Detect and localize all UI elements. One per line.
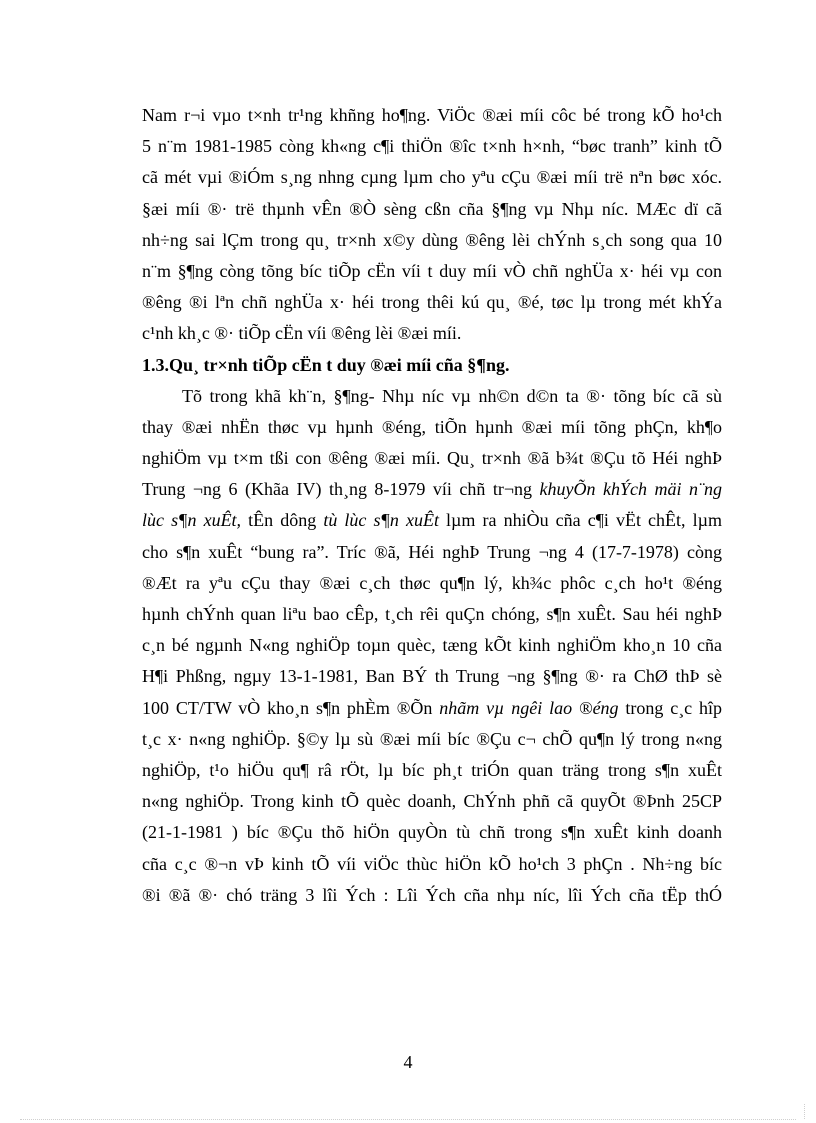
text-segment: tÊn dông [241, 510, 324, 531]
text-line: t¸c x· n«ng nghiÖp. §©y lµ sù ®æi míi bíc ®Çu c¬ chÕ qu¶n lý trong n«ng [142, 728, 722, 749]
text-line: cho s¶n xuÊt “bung ra”. Tríc ®ã, Héi nghÞ Trung ¬ng 4 (17-7-1978) còng [142, 541, 722, 562]
text-line: cña c¸c ®¬n vÞ kinh tÕ víi viÖc thùc hiÖn kÕ ho¹ch 3 phÇn . Nh÷ng bíc [142, 853, 722, 874]
text-segment: 100 CT/TW vÒ kho¸n s¶n phÈm ®Õn [142, 697, 440, 718]
body-text [142, 100, 722, 911]
italic-phrase: lùc s¶n xuÊt, [142, 510, 242, 531]
text-segment: lµm ra nhiÒu cña c¶i vËt chÊt, lµm [438, 510, 722, 531]
page-border-line [20, 1119, 796, 1120]
text-line: cã mét vµi ®iÓm s¸ng nhng cµng lµm cho yªu cÇu ®æi míi trë nªn bøc xóc. [142, 167, 722, 188]
text-line: ®Æt ra yªu cÇu thay ®æi c¸ch thøc qu¶n lý, kh¾c phôc c¸ch ho¹t ®éng [142, 572, 722, 593]
italic-phrase: tù lùc s¶n xuÊt [323, 510, 439, 531]
text-line: §æi míi ®· trë thµnh vÊn ®Ò sèng cßn cña §¶ng vµ Nhµ níc. MÆc dï cã [142, 198, 722, 219]
text-line: thay ®æi nhËn thøc vµ hµnh ®éng, tiÕn hµnh ®æi míi tõng phÇn, kh¶o [142, 416, 722, 437]
text-segment: Trung ¬ng 6 (Khãa IV) th¸ng 8-1979 víi chñ tr¬ng [142, 479, 540, 500]
text-line: 5 n¨m 1981-1985 còng kh«ng c¶i thiÖn ®îc t×nh h×nh, “bøc tranh” kinh tÕ [142, 136, 722, 157]
text-line: ®êng ®i lªn chñ nghÜa x· héi trong thêi kú qu¸ ®é, tøc lµ trong mét khÝa [142, 292, 722, 313]
text-line: nh÷ng sai lÇm trong qu¸ tr×nh x©y dùng ®êng lèi chÝnh s¸ch song qua 10 [142, 229, 722, 250]
text-line: Nam r¬i vµo t×nh tr¹ng khñng ho¶ng. ViÖc ®æi míi côc bé trong kÕ ho¹ch [142, 105, 722, 125]
text-line: n«ng nghiÖp. Trong kinh tÕ quèc doanh, ChÝnh phñ cã quyÕt ®Þnh 25CP [142, 791, 722, 812]
italic-phrase: khuyÕn khÝch mäi n¨ng [539, 479, 722, 500]
text-line: c¸n bé ngµnh N«ng nghiÖp toµn quèc, tæng kÕt kinh nghiÖm kho¸n 10 cña [142, 635, 722, 656]
text-line: Tõ trong khã kh¨n, §¶ng- Nhµ níc vµ nh©n d©n ta ®· tõng bíc cã sù [182, 385, 722, 406]
text-line: hµnh chÝnh quan liªu bao cÊp, t¸ch rêi quÇn chóng, s¶n xuÊt. Sau héi nghÞ [142, 604, 722, 624]
page-corner-mark [804, 1104, 813, 1119]
text-line: ®i ®ã ®· chó träng 3 lîi Ých : Lîi Ých cña nhµ níc, lîi Ých cña tËp thÓ [142, 884, 722, 905]
text-line: nghiÖm vµ t×m tßi con ®êng ®æi míi. Qu¸ tr×nh ®ã b¾t ®Çu tõ Héi nghÞ [142, 448, 722, 469]
text-line: (21-1-1981 ) bíc ®Çu thõ hiÖn quyÒn tù chñ trong s¶n xuÊt kinh doanh [142, 822, 722, 843]
text-line: nghiÖp, t¹o hiÖu qu¶ râ rÖt, lµ bíc ph¸t triÓn quan träng trong s¶n xuÊt [142, 759, 722, 780]
text-line: H¶i Phßng, ngµy 13-1-1981, Ban BÝ th Trung ¬ng §¶ng ®· ra ChØ thÞ sè [142, 666, 722, 687]
text-line [142, 505, 722, 536]
section-heading: 1.3.Qu¸ tr×nh tiÕp cËn t duy ®æi míi cña §¶ng. [142, 354, 510, 375]
text-line [142, 693, 722, 724]
text-line: n¨m §¶ng còng tõng bíc tiÕp cËn víi t duy míi vÒ chñ nghÜa x· héi vµ con [142, 260, 722, 281]
text-line: c¹nh kh¸c ®· tiÕp cËn víi ®êng lèi ®æi míi. [142, 323, 462, 344]
text-line [142, 474, 722, 505]
page-number: 4 [403, 1052, 413, 1072]
italic-phrase: nhãm vµ ngêi lao ®éng [439, 697, 619, 718]
text-segment: trong c¸c hîp [618, 697, 722, 718]
